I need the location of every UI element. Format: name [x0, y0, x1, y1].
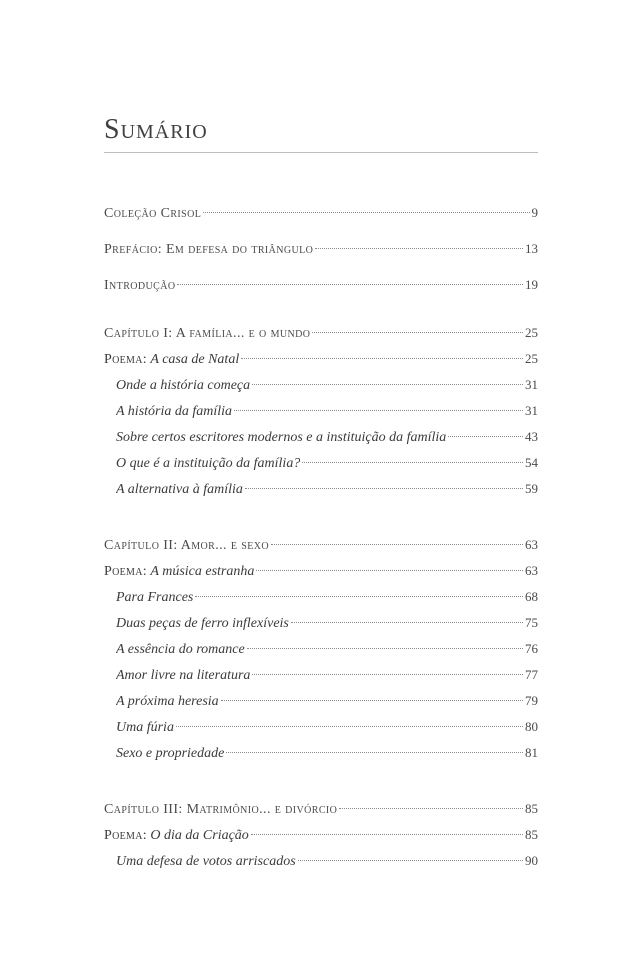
- toc-item[interactable]: [104, 714, 538, 740]
- toc-poem-2[interactable]: [104, 558, 538, 584]
- dot-leader: [302, 462, 523, 463]
- poem-title-text: A música estranha: [150, 564, 255, 579]
- title-underline: [104, 152, 538, 153]
- toc-entry-introducao[interactable]: [104, 272, 538, 298]
- poem-label: Poema:: [104, 828, 147, 843]
- toc-item[interactable]: [104, 688, 538, 714]
- dot-leader: [271, 544, 523, 545]
- toc-chapter-1[interactable]: [104, 320, 538, 346]
- toc-page-number: 19: [525, 277, 538, 292]
- toc-page-number: 9: [531, 205, 538, 220]
- toc-poem-title: [104, 559, 254, 585]
- toc-page-number: 77: [525, 667, 538, 682]
- dot-leader: [256, 570, 523, 571]
- dot-leader: [221, 700, 523, 701]
- toc-page-number: 75: [525, 615, 538, 630]
- poem-title-text: A casa de Natal: [150, 352, 240, 367]
- dot-leader: [234, 410, 523, 411]
- page-title: Sumário: [104, 114, 208, 145]
- toc-item-title: O que é a instituição da família?: [116, 456, 301, 471]
- dot-leader: [252, 384, 523, 385]
- dot-leader: [339, 808, 523, 809]
- toc-item-title: A alternativa à família: [116, 482, 243, 497]
- toc-page-number: 68: [525, 589, 538, 604]
- toc-page-number: 76: [525, 641, 538, 656]
- toc-page-number: 43: [525, 429, 538, 444]
- toc-entry-title: Introdução: [104, 278, 176, 293]
- poem-label: Poema:: [104, 564, 147, 579]
- toc-item[interactable]: [104, 584, 538, 610]
- toc-item[interactable]: [104, 372, 538, 398]
- toc-item[interactable]: [104, 398, 538, 424]
- toc-page-number: 31: [525, 377, 538, 392]
- toc-item[interactable]: [104, 450, 538, 476]
- toc-page-number: 90: [525, 853, 538, 868]
- toc-page-number: 85: [525, 827, 538, 842]
- dot-leader: [312, 332, 523, 333]
- toc-chapter-3[interactable]: [104, 796, 538, 822]
- poem-title-text: O dia da Criação: [150, 828, 249, 843]
- toc-item[interactable]: [104, 424, 538, 450]
- poem-label: Poema:: [104, 352, 147, 367]
- dot-leader: [251, 834, 523, 835]
- toc-item-title: A história da família: [116, 404, 233, 419]
- toc-page-number: 63: [525, 563, 538, 578]
- toc-poem-title: [104, 347, 239, 373]
- toc-page-number: 79: [525, 693, 538, 708]
- dot-leader: [195, 596, 523, 597]
- toc-page-number: 13: [525, 241, 538, 256]
- toc-poem-title: [104, 823, 249, 849]
- toc-item-title: Uma fúria: [116, 720, 174, 735]
- toc-page-number: 25: [525, 351, 538, 366]
- toc-item-title: Onde a história começa: [116, 378, 251, 393]
- toc-page-number: 63: [525, 537, 538, 552]
- dot-leader: [241, 358, 523, 359]
- toc-chapter-title: Capítulo III: Matrimônio... e divórcio: [104, 802, 338, 817]
- toc-item-title: A essência do romance: [116, 642, 245, 657]
- toc-page-number: 59: [525, 481, 538, 496]
- toc-entry-title: Prefácio: Em defesa do triângulo: [104, 242, 314, 257]
- toc-item-title: Sobre certos escritores modernos e a instituição da família: [116, 430, 447, 445]
- toc-item-title: Para Frances: [116, 590, 194, 605]
- dot-leader: [245, 488, 523, 489]
- toc-page-number: 25: [525, 325, 538, 340]
- toc-item-title: Uma defesa de votos arriscados: [116, 854, 296, 869]
- dot-leader: [298, 860, 523, 861]
- toc-item-title: Amor livre na literatura: [116, 668, 251, 683]
- toc-item[interactable]: [104, 848, 538, 874]
- toc-poem-1[interactable]: [104, 346, 538, 372]
- toc-item[interactable]: [104, 476, 538, 502]
- dot-leader: [291, 622, 523, 623]
- dot-leader: [247, 648, 523, 649]
- toc-page-number: 80: [525, 719, 538, 734]
- toc-page-number: 81: [525, 745, 538, 760]
- toc-item[interactable]: [104, 662, 538, 688]
- toc-chapter-title: Capítulo I: A família... e o mundo: [104, 326, 311, 341]
- toc-entry-title: Coleção Crisol: [104, 206, 202, 221]
- toc-chapter-2[interactable]: [104, 532, 538, 558]
- dot-leader: [226, 752, 523, 753]
- toc-page-number: 54: [525, 455, 538, 470]
- table-of-contents: [104, 200, 538, 874]
- dot-leader: [448, 436, 523, 437]
- toc-chapter-title: Capítulo II: Amor... e sexo: [104, 538, 269, 553]
- toc-poem-3[interactable]: [104, 822, 538, 848]
- toc-page-number: 85: [525, 801, 538, 816]
- toc-page-number: 31: [525, 403, 538, 418]
- toc-entry-colecao-crisol[interactable]: [104, 200, 538, 226]
- toc-item[interactable]: [104, 636, 538, 662]
- toc-item[interactable]: [104, 610, 538, 636]
- toc-item[interactable]: [104, 740, 538, 766]
- dot-leader: [176, 726, 523, 727]
- dot-leader: [177, 284, 523, 285]
- dot-leader: [315, 248, 523, 249]
- dot-leader: [203, 212, 529, 213]
- toc-item-title: A próxima heresia: [116, 694, 219, 709]
- toc-item-title: Sexo e propriedade: [116, 746, 225, 761]
- toc-item-title: Duas peças de ferro inflexíveis: [116, 616, 289, 631]
- dot-leader: [252, 674, 523, 675]
- toc-entry-prefacio[interactable]: [104, 236, 538, 262]
